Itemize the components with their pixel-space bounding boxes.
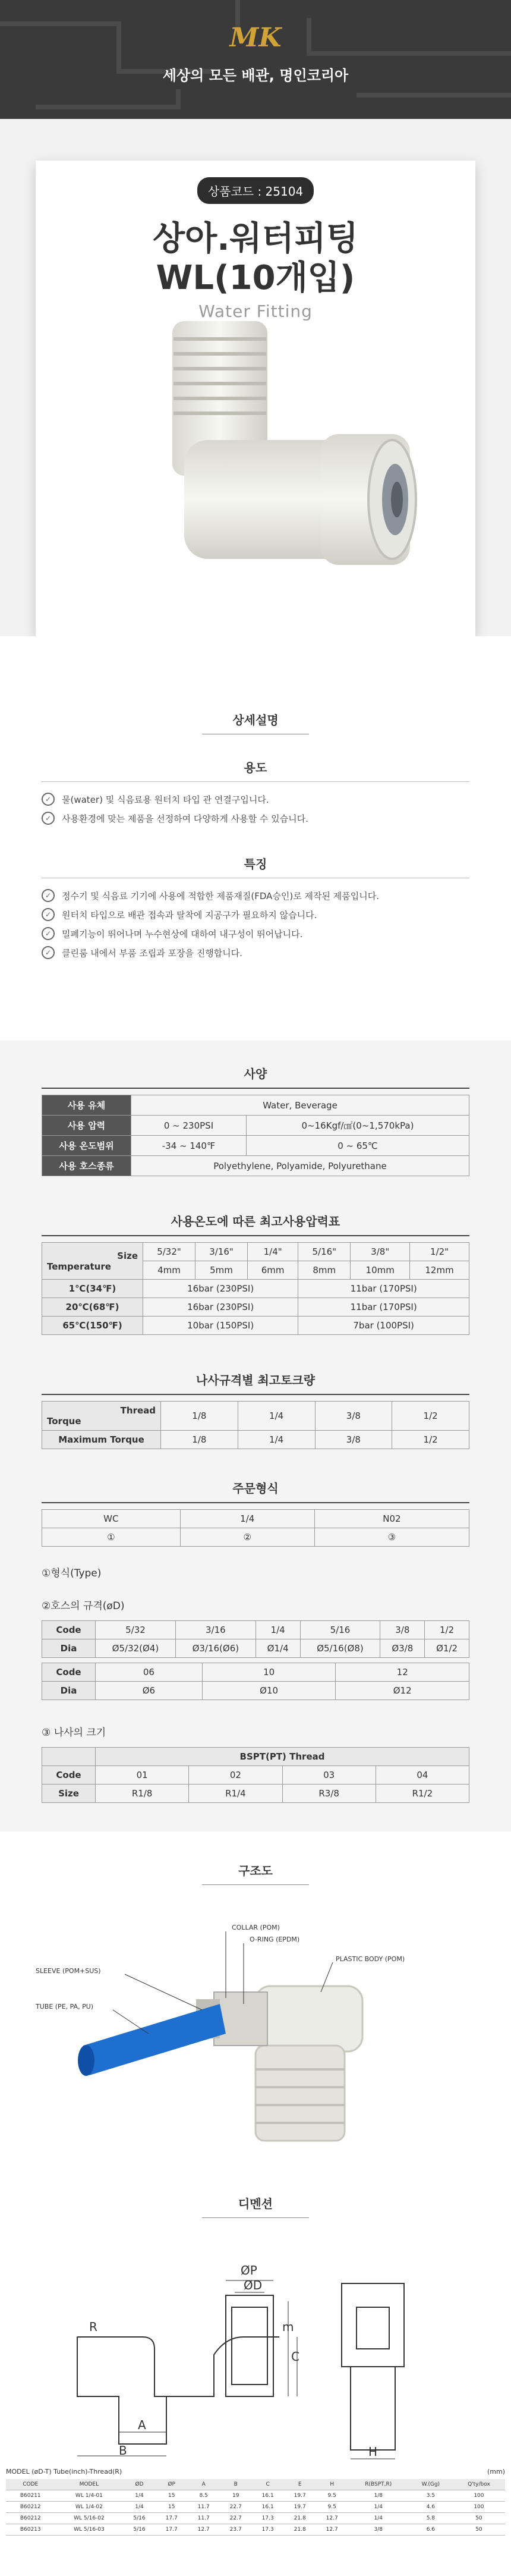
spec-underline bbox=[42, 1088, 469, 1089]
temp-cell: 20℃(68℉) bbox=[42, 1298, 143, 1317]
size-inch: 3/16" bbox=[195, 1243, 248, 1261]
list-item: ✓ 밀폐기능이 뛰어나며 누수현상에 대하여 내구성이 뛰어납니다. bbox=[42, 927, 469, 940]
order-num: ② bbox=[180, 1528, 314, 1547]
spec-table bbox=[42, 1095, 469, 1176]
table-header-row bbox=[6, 2479, 505, 2490]
spec-value: Polyethylene, Polyamide, Polyurethane bbox=[131, 1156, 469, 1176]
product-card bbox=[36, 161, 475, 636]
thread-size: R1/8 bbox=[96, 1785, 189, 1803]
spec-label: 사용 유체 bbox=[42, 1095, 131, 1116]
structure-section bbox=[0, 1832, 511, 2188]
size-temp-header: Size Temperature bbox=[42, 1243, 143, 1280]
row-label: Code bbox=[42, 1766, 96, 1785]
torque-value: 1/4 bbox=[238, 1431, 315, 1449]
dim-label-h: H bbox=[368, 2445, 378, 2459]
pressure-cell: 11bar (170PSI) bbox=[298, 1298, 469, 1317]
spec-value: 0 ~ 65℃ bbox=[246, 1136, 469, 1156]
header-banner bbox=[0, 0, 511, 119]
order-col: N02 bbox=[314, 1510, 469, 1528]
check-icon: ✓ bbox=[42, 927, 55, 940]
check-icon: ✓ bbox=[42, 946, 55, 959]
tube-label: TUBE (PE, PA, PU) bbox=[36, 2003, 94, 2010]
thread-code: 04 bbox=[376, 1766, 469, 1785]
thread-table bbox=[42, 1747, 469, 1803]
product-code-badge: 상품코드 : 25104 bbox=[197, 177, 314, 204]
features-list bbox=[42, 889, 469, 959]
hose-dia: Ø5/32(Ø4) bbox=[96, 1639, 176, 1658]
hose-dia: Ø3/8 bbox=[380, 1639, 425, 1658]
list-item: ✓ 원터치 타입으로 배관 접속과 탈착에 지공구가 필요하지 않습니다. bbox=[42, 908, 469, 921]
dim-label-p: ØP bbox=[241, 2263, 257, 2277]
pressure-cell: 7bar (100PSI) bbox=[298, 1317, 469, 1335]
size-mm: 5mm bbox=[195, 1261, 248, 1280]
dim-label-a: A bbox=[138, 2418, 146, 2432]
dimension-table bbox=[6, 2479, 505, 2536]
brand-tagline: 세상의 모든 배관, 명인코리아 bbox=[162, 67, 349, 84]
spec-value: 0 ~ 230PSI bbox=[131, 1116, 247, 1136]
temp-cell: 1℃(34℉) bbox=[42, 1280, 143, 1298]
table-row: B60213 WL 5/16-03 5/16 17.7 12.7 23.7 17.3 21.8 12.7 3/8 6.6 50 bbox=[6, 2524, 505, 2536]
list-item: ✓ 물(water) 및 식음료용 원터치 타입 관 연결구입니다. bbox=[42, 793, 469, 806]
thread-size: R1/2 bbox=[376, 1785, 469, 1803]
collar-label: COLLAR (POM) bbox=[232, 1924, 280, 1931]
dim-label-c: C bbox=[291, 2349, 299, 2364]
product-title-line1: 상아.워터피팅 bbox=[153, 219, 358, 258]
check-icon: ✓ bbox=[42, 908, 55, 921]
spec-value: Water, Beverage bbox=[131, 1095, 469, 1116]
dimension-section bbox=[0, 2188, 511, 2576]
torque-value: 1/8 bbox=[161, 1431, 238, 1449]
hose-code: 5/32 bbox=[96, 1621, 176, 1639]
col-header: C bbox=[252, 2479, 284, 2490]
col-header: B bbox=[220, 2479, 252, 2490]
order-num: ③ bbox=[314, 1528, 469, 1547]
hero-section bbox=[0, 119, 511, 636]
structure-diagram bbox=[0, 1897, 511, 2170]
size-inch: 1/4" bbox=[248, 1243, 298, 1261]
product-subtitle: Water Fitting bbox=[198, 301, 313, 321]
hose-dia: Ø6 bbox=[96, 1682, 203, 1700]
row-label: Code bbox=[42, 1663, 96, 1682]
col-header: ØP bbox=[156, 2479, 188, 2490]
col-header: ØD bbox=[123, 2479, 155, 2490]
row-label: Dia bbox=[42, 1639, 96, 1658]
col-header: E bbox=[284, 2479, 316, 2490]
dimension-drawing bbox=[0, 2218, 511, 2462]
thread-size: 3/8 bbox=[315, 1402, 392, 1431]
product-photo bbox=[36, 303, 475, 636]
col-header: MODEL bbox=[55, 2479, 123, 2490]
hose-dia: Ø3/16(Ø6) bbox=[175, 1639, 256, 1658]
col-header: CODE bbox=[6, 2479, 55, 2490]
structure-underline bbox=[202, 1884, 309, 1885]
order-title: 주문형식 bbox=[232, 1481, 279, 1496]
size-mm: 4mm bbox=[143, 1261, 195, 1280]
check-icon: ✓ bbox=[42, 793, 55, 806]
dim-table-caption: MODEL (øD-T) Tube(inch)-Thread(R) bbox=[6, 2468, 122, 2476]
pressure-underline bbox=[42, 1235, 469, 1236]
brand-logo: MK bbox=[229, 23, 282, 53]
thread-code: 02 bbox=[189, 1766, 282, 1785]
pressure-cell: 16bar (230PSI) bbox=[143, 1298, 298, 1317]
pressure-title: 사용온도에 따른 최고사용압력표 bbox=[171, 1214, 340, 1229]
dim-label-b: B bbox=[119, 2443, 127, 2458]
size-mm: 12mm bbox=[410, 1261, 469, 1280]
hose-code: 12 bbox=[336, 1663, 469, 1682]
hose-code: 3/8 bbox=[380, 1621, 425, 1639]
dimension-title: 디멘션 bbox=[238, 2197, 273, 2211]
row-label: Code bbox=[42, 1621, 96, 1639]
structure-title: 구조도 bbox=[238, 1864, 273, 1878]
list-item: ✓ 정수기 및 식음료 기기에 사용에 적합한 제품재질(FDA승인)로 제작된 제품입니다. bbox=[42, 889, 469, 902]
thread-code: 03 bbox=[282, 1766, 376, 1785]
hose-code: 06 bbox=[96, 1663, 203, 1682]
pressure-table bbox=[42, 1242, 469, 1335]
hose-code: 1/4 bbox=[256, 1621, 300, 1639]
torque-value: 1/2 bbox=[392, 1431, 469, 1449]
thread-size: R3/8 bbox=[282, 1785, 376, 1803]
order-underline bbox=[42, 1502, 469, 1503]
hose-dia: Ø1/4 bbox=[256, 1639, 300, 1658]
spec-value: 0~16Kgf/㎠(0~1,570kPa) bbox=[246, 1116, 469, 1136]
torque-table bbox=[42, 1401, 469, 1449]
pressure-cell: 11bar (170PSI) bbox=[298, 1280, 469, 1298]
check-icon: ✓ bbox=[42, 889, 55, 902]
size-mm: 6mm bbox=[248, 1261, 298, 1280]
col-header: W.(Gg) bbox=[409, 2479, 453, 2490]
order-col: 1/4 bbox=[180, 1510, 314, 1528]
hose-code: 5/16 bbox=[300, 1621, 380, 1639]
hose-dia: Ø5/16(Ø8) bbox=[300, 1639, 380, 1658]
size-mm: 8mm bbox=[298, 1261, 351, 1280]
torque-value: 3/8 bbox=[315, 1431, 392, 1449]
table-row: B60211 WL 1/4-01 1/4 15 8.5 19 16.1 19.7 9.5 1/8 3.5 100 bbox=[6, 2490, 505, 2502]
spec-label: 사용 온도범위 bbox=[42, 1136, 131, 1156]
thread-size: 1/2 bbox=[392, 1402, 469, 1431]
pressure-cell: 10bar (150PSI) bbox=[143, 1317, 298, 1335]
order-table bbox=[42, 1509, 469, 1547]
table-row: B60212 WL 1/4-02 1/4 15 11.7 22.7 16.1 19.7 9.5 1/4 4.6 100 bbox=[6, 2502, 505, 2513]
thread-size: R1/4 bbox=[189, 1785, 282, 1803]
pressure-cell: 16bar (230PSI) bbox=[143, 1280, 298, 1298]
order-col: WC bbox=[42, 1510, 181, 1528]
row-label: Size bbox=[42, 1785, 96, 1803]
thread-torque-header: Thread Torque bbox=[42, 1402, 161, 1431]
max-torque-label: Maximum Torque bbox=[42, 1431, 161, 1449]
row-label: Dia bbox=[42, 1682, 96, 1700]
spec-value: -34 ~ 140℉ bbox=[131, 1136, 247, 1156]
dim-label-m: m bbox=[282, 2320, 294, 2334]
product-title-line2: WL(10개입) bbox=[156, 259, 355, 297]
dim-label-d: ØD bbox=[244, 2278, 263, 2292]
dim-table-unit: (mm) bbox=[487, 2468, 505, 2476]
size-inch: 1/2" bbox=[410, 1243, 469, 1261]
size-inch: 3/8" bbox=[351, 1243, 410, 1261]
hose-label: ②호스의 규격(øD) bbox=[42, 1600, 125, 1612]
torque-title: 나사규격별 최고토크량 bbox=[195, 1373, 316, 1387]
col-header: H bbox=[316, 2479, 348, 2490]
list-item: ✓ 클린룸 내에서 부품 조립과 포장을 진행합니다. bbox=[42, 946, 469, 959]
sleeve-label: SLEEVE (POM+SUS) bbox=[36, 1967, 101, 1975]
features-title: 특징 bbox=[244, 857, 267, 871]
size-inch: 5/16" bbox=[298, 1243, 351, 1261]
hose-dia: Ø10 bbox=[202, 1682, 336, 1700]
thread-label: ③ 나사의 크기 bbox=[42, 1727, 106, 1739]
description-section bbox=[0, 636, 511, 1041]
hose-dia: Ø12 bbox=[336, 1682, 469, 1700]
col-header: A bbox=[188, 2479, 220, 2490]
col-header: R(BSPT,R) bbox=[348, 2479, 409, 2490]
hose-code: 10 bbox=[202, 1663, 336, 1682]
hose-table bbox=[42, 1620, 469, 1658]
size-inch: 5/32" bbox=[143, 1243, 195, 1261]
hose-code: 1/2 bbox=[425, 1621, 469, 1639]
thread-size: 1/8 bbox=[161, 1402, 238, 1431]
list-item: ✓ 사용환경에 맞는 제품을 선정하여 다양하게 사용할 수 있습니다. bbox=[42, 812, 469, 825]
spec-label: 사용 호스종류 bbox=[42, 1156, 131, 1176]
usage-title: 용도 bbox=[244, 761, 267, 775]
check-icon: ✓ bbox=[42, 812, 55, 825]
col-header: Q'ty/box bbox=[453, 2479, 505, 2490]
order-num: ① bbox=[42, 1528, 181, 1547]
temp-cell: 65℃(150℉) bbox=[42, 1317, 143, 1335]
thread-header: BSPT(PT) Thread bbox=[96, 1748, 469, 1766]
detail-section-title: 상세설명 bbox=[232, 713, 279, 727]
usage-underline bbox=[42, 781, 469, 782]
thread-size: 1/4 bbox=[238, 1402, 315, 1431]
spec-label: 사용 압력 bbox=[42, 1116, 131, 1136]
dim-label-r: R bbox=[89, 2320, 97, 2334]
spec-section bbox=[0, 1041, 511, 1832]
hose-table-mm bbox=[42, 1663, 469, 1700]
size-mm: 10mm bbox=[351, 1261, 410, 1280]
torque-underline bbox=[42, 1394, 469, 1395]
table-row: B60212 WL 5/16-02 5/16 17.7 11.7 22.7 17.3 21.8 12.7 1/4 5.8 50 bbox=[6, 2513, 505, 2524]
spec-title: 사양 bbox=[244, 1067, 267, 1081]
oring-label: O-RING (EPDM) bbox=[250, 1936, 300, 1943]
hose-dia: Ø1/2 bbox=[425, 1639, 469, 1658]
body-label: PLASTIC BODY (POM) bbox=[336, 1955, 405, 1963]
hose-code: 3/16 bbox=[175, 1621, 256, 1639]
usage-list bbox=[42, 793, 469, 825]
thread-code: 01 bbox=[96, 1766, 189, 1785]
type-label: ①형식(Type) bbox=[42, 1567, 102, 1579]
